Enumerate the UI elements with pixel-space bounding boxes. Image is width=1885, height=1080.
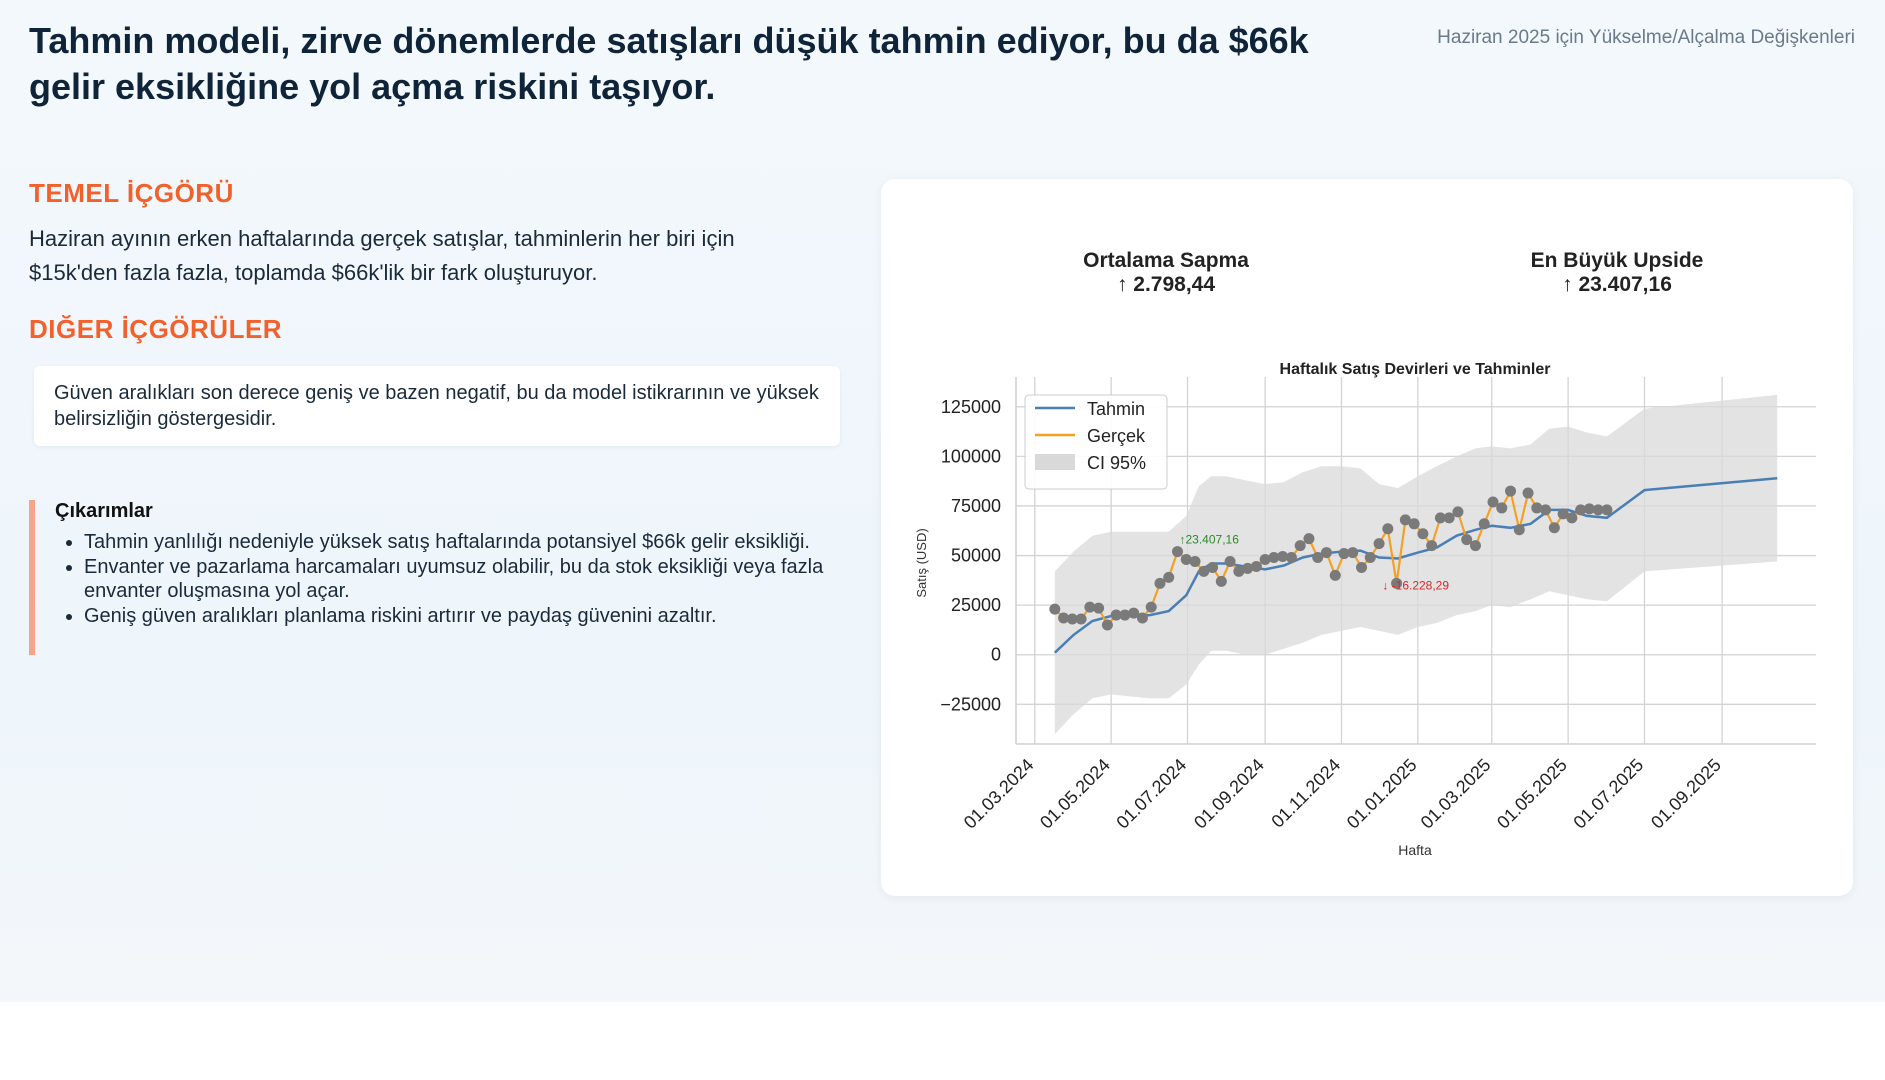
key-insight-heading: TEMEL İÇGÖRÜ [29, 178, 234, 208]
actual-point [1049, 604, 1060, 615]
actual-point [1356, 562, 1367, 573]
actual-point [1330, 570, 1341, 581]
actual-point [1452, 506, 1463, 517]
takeaway-item: • Geniş güven aralıkları planlama riskini artırır ve paydaş güvenini azaltır. [84, 604, 845, 628]
chart-title: Haftalık Satış Devirleri ve Tahminler [1279, 361, 1551, 378]
y-tick-label: 100000 [940, 446, 1001, 467]
annotation-up: ↑23.407,16 [1179, 532, 1239, 547]
x-tick-label: 01.11.2024 [1267, 754, 1345, 832]
x-tick-label: 01.07.2025 [1569, 754, 1648, 833]
page-title: Tahmin modeli, zirve dönemlerde satışları düşük tahmin ediyor, bu da $66k gelir eksikliğine yol açma riskini taşıyor. [29, 20, 1309, 107]
takeaways-heading: Çıkarımlar [55, 500, 153, 522]
x-tick-label: 01.07.2024 [1112, 754, 1191, 833]
actual-point [1374, 538, 1385, 549]
actual-point [1251, 561, 1262, 572]
legend-swatch [1035, 454, 1075, 470]
stat-value: ↑ 2.798,44 [1116, 273, 1216, 296]
sales-forecast-chart [881, 179, 1853, 896]
actual-point [1417, 528, 1428, 539]
actual-point [1190, 556, 1201, 567]
y-tick-label: 50000 [950, 545, 1001, 566]
actual-point [1496, 502, 1507, 513]
legend-label: CI 95% [1087, 453, 1147, 473]
other-insights-heading: DIĞER İÇGÖRÜLER [29, 314, 283, 344]
actual-point [1286, 552, 1297, 563]
actual-point [1601, 504, 1612, 515]
takeaways-list [35, 530, 845, 629]
takeaways-box [29, 500, 845, 655]
actual-point [1566, 512, 1577, 523]
actual-point [1549, 522, 1560, 533]
actual-point [1382, 523, 1393, 534]
actual-point [1514, 524, 1525, 535]
actual-point [1505, 486, 1516, 497]
actual-point [1321, 547, 1332, 558]
y-tick-label: 0 [990, 644, 1001, 665]
actual-point [1295, 540, 1306, 551]
y-tick-label: 75000 [950, 495, 1001, 516]
page-subtitle: Haziran 2025 için Yükselme/Alçalma Değişkenleri [1437, 27, 1855, 48]
actual-point [1225, 556, 1236, 567]
actual-point [1470, 540, 1481, 551]
actual-point [1523, 488, 1534, 499]
actual-point [1365, 552, 1376, 563]
actual-point [1479, 518, 1490, 529]
x-tick-label: 01.03.2025 [1416, 754, 1495, 833]
x-tick-label: 01.05.2025 [1493, 754, 1571, 833]
stat-value: ↑ 23.407,16 [1562, 273, 1672, 296]
legend [1025, 395, 1167, 489]
x-tick-label: 01.03.2024 [959, 754, 1038, 833]
insight-card-text: Güven aralıkları son derece geniş ve bazen negatif, bu da model istikrarının ve yüksek belirsizliğin göstergesidir. [54, 382, 819, 430]
actual-point [1163, 572, 1174, 583]
x-tick-label: 01.09.2025 [1647, 754, 1725, 833]
takeaway-item: • Tahmin yanlılığı nedeniyle yüksek satış haftalarında potansiyel $66k gelir eksikliği. [84, 530, 845, 554]
insight-card [34, 366, 840, 446]
annotation-down: ↓ -16.228,29 [1382, 578, 1450, 593]
y-axis-label: Satış (USD) [914, 528, 929, 598]
actual-point [1093, 603, 1104, 614]
actual-point [1216, 576, 1227, 587]
actual-point [1540, 504, 1551, 515]
stat-label: Ortalama Sapma [1083, 249, 1249, 272]
stat-label: En Büyük Upside [1530, 249, 1704, 272]
x-tick-label: 01.01.2025 [1342, 754, 1421, 833]
x-axis-label: Hafta [1398, 842, 1432, 858]
actual-point [1207, 562, 1218, 573]
actual-point [1102, 619, 1113, 630]
actual-point [1146, 602, 1157, 613]
actual-point [1347, 547, 1358, 558]
key-insight-text: Haziran ayının erken haftalarında gerçek satışlar, tahminlerin her biri için $15k'den fazla fazla, toplamda $66k'lik bir fark oluşturuyor. [29, 226, 735, 285]
chart-card [881, 179, 1853, 896]
actual-point [1076, 614, 1087, 625]
y-tick-label: 125000 [940, 396, 1001, 417]
actual-point [1172, 546, 1183, 557]
legend-label: Tahmin [1087, 399, 1146, 419]
actual-point [1426, 540, 1437, 551]
legend-label: Gerçek [1087, 426, 1146, 446]
actual-point [1409, 518, 1420, 529]
x-tick-label: 01.05.2024 [1036, 754, 1114, 833]
x-tick-label: 01.09.2024 [1190, 754, 1268, 833]
actual-point [1137, 613, 1148, 624]
actual-point [1303, 533, 1314, 544]
y-tick-label: −25000 [940, 694, 1001, 715]
y-tick-label: 25000 [950, 595, 1001, 616]
takeaway-item: • Envanter ve pazarlama harcamaları uyumsuz olabilir, bu da stok eksikliği veya fazla envanter oluşmasına yol açar. [84, 555, 845, 603]
